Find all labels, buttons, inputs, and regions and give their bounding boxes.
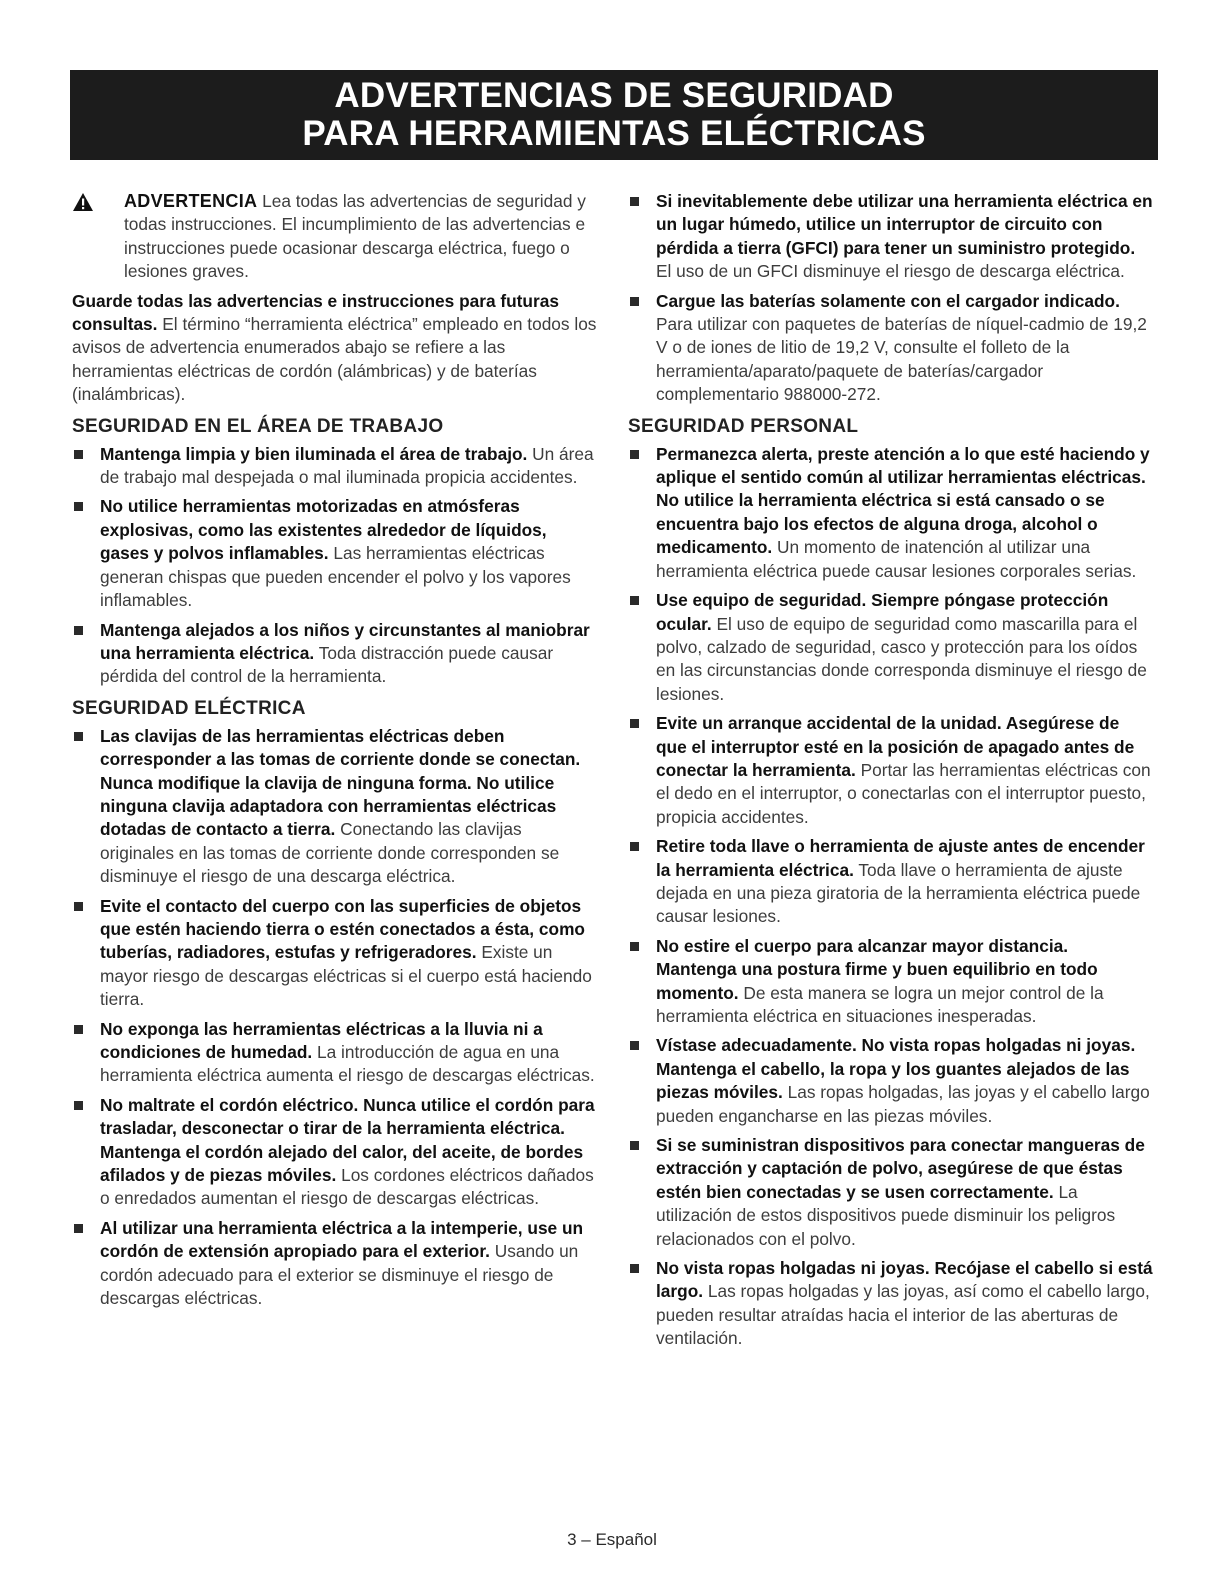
- item-bold: Retire toda llave o herramienta de ajuste antes de encender la herramienta eléctrica.: [656, 836, 1145, 880]
- warning-triangle-icon: [72, 192, 94, 212]
- item-text: Las herramientas eléctricas generan chispas que pueden encender el polvo y los vapores inflamables.: [100, 543, 571, 611]
- bullet-icon: [630, 1264, 639, 1273]
- item-bold: No exponga las herramientas eléctricas a la lluvia ni a condiciones de humedad.: [100, 1018, 543, 1062]
- item-text: De esta manera se logra un mejor control de la herramienta eléctrica en situaciones inesperadas.: [656, 982, 1104, 1026]
- bullet-icon: [630, 450, 639, 459]
- list-item: [72, 1217, 597, 1311]
- item-bold: Cargue las baterías solamente con el cargador indicado.: [656, 290, 1120, 311]
- item-bold: Evite un arranque accidental de la unidad. Asegúrese de que el interruptor esté en la posición de apagado antes de conectar la herramienta.: [656, 713, 1135, 780]
- item-bold: Evite el contacto del cuerpo con las superficies de objetos que estén haciendo tierra o estén conectados a ésta, como tuberías, radiadores, estufas y refrigeradores.: [100, 895, 585, 963]
- item-bold: No vista ropas holgadas ni joyas. Recójase el cabello si está largo.: [656, 1258, 1153, 1302]
- list-item: [72, 895, 597, 1012]
- title-banner: [70, 70, 1158, 160]
- item-text: Un área de trabajo mal despejada o mal iluminada propicia accidentes.: [100, 443, 594, 488]
- bullet-icon: [74, 1224, 83, 1233]
- bullet-icon: [74, 450, 83, 459]
- item-text: Para utilizar con paquetes de baterías de níquel-cadmio de 19,2 V o de iones de litio de 19,2 V, consulte el folleto de la herramienta/aparato/paquete de baterías/cargador complementario 988000-272.: [656, 314, 1147, 405]
- item-text: El uso de equipo de seguridad como mascarilla para el polvo, calzado de seguridad, casco y protección para los oídos en las circunstancias donde corresponda disminuye el riesgo de lesiones.: [656, 613, 1147, 704]
- bullet-icon: [74, 902, 83, 911]
- item-text: Las ropas holgadas, las joyas y el cabello largo pueden engancharse en las piezas móviles.: [656, 1082, 1150, 1126]
- list-item: [72, 619, 597, 689]
- item-bold: Use equipo de seguridad. Siempre póngase protección ocular.: [656, 590, 1109, 634]
- left-column: [72, 190, 597, 1316]
- list-item: [628, 443, 1153, 583]
- list-item: [628, 1034, 1153, 1128]
- item-text: La utilización de estos dispositivos puede disminuir los peligros relacionados con el polvo.: [656, 1181, 1116, 1249]
- bullet-icon: [630, 596, 639, 605]
- save-text: El término “herramienta eléctrica” empleado en todos los avisos de advertencia enumerados abajo se refiere a las herramientas eléctricas de cordón (alámbricas) y de baterías (inalámbricas).: [72, 314, 597, 405]
- section-heading-personal: SEGURIDAD PERSONAL: [628, 415, 859, 437]
- item-text: Usando un cordón adecuado para el exterior se disminuye el riesgo de descargas eléctricas.: [100, 1241, 579, 1309]
- item-text: Los cordones eléctricos dañados o enredados aumentan el riesgo de descargas eléctricas.: [100, 1165, 594, 1209]
- bullet-icon: [630, 1041, 639, 1050]
- warning-intro: [72, 190, 597, 284]
- bullet-icon: [74, 1101, 83, 1110]
- item-text: Las ropas holgadas y las joyas, así como el cabello largo, pueden resultar atraídas hacia el interior de las aberturas de ventilación.: [656, 1281, 1150, 1349]
- save-instructions: [72, 290, 597, 407]
- warning-text: Lea todas las advertencias de seguridad y todas instrucciones. El incumplimiento de las advertencias e instrucciones puede ocasionar descarga eléctrica, fuego o lesiones graves.: [124, 191, 586, 282]
- title-line-2: PARA HERRAMIENTAS ELÉCTRICAS: [302, 114, 926, 153]
- list-item: [628, 935, 1153, 1029]
- list-item: [628, 712, 1153, 829]
- bullet-icon: [630, 197, 639, 206]
- page-number: 3 – Español: [567, 1530, 657, 1549]
- warning-label: ADVERTENCIA: [124, 191, 258, 211]
- item-bold: Si se suministran dispositivos para conectar mangueras de extracción y captación de polvo, asegúrese de que éstas estén bien conectadas y se usen correctamente.: [656, 1135, 1145, 1202]
- bullet-icon: [630, 942, 639, 951]
- bullet-icon: [630, 297, 639, 306]
- list-item: [72, 443, 597, 490]
- bullet-icon: [74, 626, 83, 635]
- item-bold: No estire el cuerpo para alcanzar mayor distancia. Mantenga una postura firme y buen equilibrio en todo momento.: [656, 935, 1098, 1003]
- list-item: [628, 589, 1153, 706]
- bullet-icon: [74, 1025, 83, 1034]
- item-bold: Mantenga limpia y bien iluminada el área de trabajo.: [100, 443, 528, 464]
- save-bold: Guarde todas las advertencias e instrucciones para futuras consultas.: [72, 290, 559, 335]
- list-item: [628, 190, 1153, 284]
- item-text: Toda llave o herramienta de ajuste dejada en una pieza giratoria de la herramienta eléctrica puede causar lesiones.: [656, 859, 1141, 927]
- title-line-1: ADVERTENCIAS DE SEGURIDAD: [334, 76, 894, 115]
- list-item: [72, 495, 597, 612]
- item-text: Toda distracción puede causar pérdida del control de la herramienta.: [100, 642, 554, 687]
- bullet-icon: [74, 502, 83, 511]
- bullet-icon: [630, 1141, 639, 1150]
- item-text: Un momento de inatención al utilizar una herramienta eléctrica puede causar lesiones corporales serias.: [656, 537, 1137, 581]
- item-text: El uso de un GFCI disminuye el riesgo de descarga eléctrica.: [656, 261, 1125, 282]
- item-bold: Mantenga alejados a los niños y circunstantes al maniobrar una herramienta eléctrica.: [100, 619, 590, 663]
- list-item: [628, 835, 1153, 929]
- bullet-icon: [630, 842, 639, 851]
- item-bold: No maltrate el cordón eléctrico. Nunca utilice el cordón para trasladar, desconectar o tirar de la herramienta eléctrica. Mantenga el cordón alejado del calor, del aceite, de bordes afilados y de piezas móviles.: [100, 1094, 595, 1186]
- list-item: [628, 290, 1153, 407]
- list-item: [72, 1094, 597, 1211]
- item-bold: Al utilizar una herramienta eléctrica a la intemperie, use un cordón de extensión apropiado para el exterior.: [100, 1217, 584, 1262]
- item-text: Existe un mayor riesgo de descargas eléctricas si el cuerpo está haciendo tierra.: [100, 942, 592, 1010]
- section-heading-work-area: SEGURIDAD EN EL ÁREA DE TRABAJO: [72, 415, 444, 437]
- item-bold: Las clavijas de las herramientas eléctricas deben corresponder a las tomas de corriente donde se conectan. Nunca modifique la clavija de ninguna forma. No utilice ninguna clavija adaptadora con herramientas eléctricas dotadas de contacto a tierra.: [100, 725, 581, 840]
- item-bold: Permanezca alerta, preste atención a lo que esté haciendo y aplique el sentido común al utilizar herramientas eléctricas. No utilice la herramienta eléctrica si está cansado o se encuentra bajo los efectos de alguna droga, alcohol o medicamento.: [656, 443, 1150, 558]
- bullet-icon: [74, 732, 83, 741]
- list-item: [628, 1134, 1153, 1251]
- item-text: La introducción de agua en una herramienta eléctrica aumenta el riesgo de descargas eléctricas.: [100, 1042, 595, 1086]
- item-bold: Vístase adecuadamente. No vista ropas holgadas ni joyas. Mantenga el cabello, la ropa y los guantes alejados de las piezas móviles.: [656, 1035, 1136, 1103]
- right-column: [628, 190, 1153, 1357]
- bullet-icon: [630, 719, 639, 728]
- item-text: Conectando las clavijas originales en las tomas de corriente donde corresponden se disminuye el riesgo de una descarga eléctrica.: [100, 819, 560, 887]
- list-item: [72, 1018, 597, 1088]
- list-item: [628, 1257, 1153, 1351]
- section-heading-electrical: SEGURIDAD ELÉCTRICA: [72, 697, 306, 719]
- list-item: [72, 725, 597, 889]
- item-text: Portar las herramientas eléctricas con el dedo en el interruptor, o conectarlas con el interruptor puesto, propicia accidentes.: [656, 759, 1151, 827]
- item-bold: Si inevitablemente debe utilizar una herramienta eléctrica en un lugar húmedo, utilice un interruptor de circuito con pérdida a tierra (GFCI) para tener un suministro protegido.: [656, 191, 1153, 258]
- item-bold: No utilice herramientas motorizadas en atmósferas explosivas, como las existentes alrededor de líquidos, gases y polvos inflamables.: [100, 496, 547, 564]
